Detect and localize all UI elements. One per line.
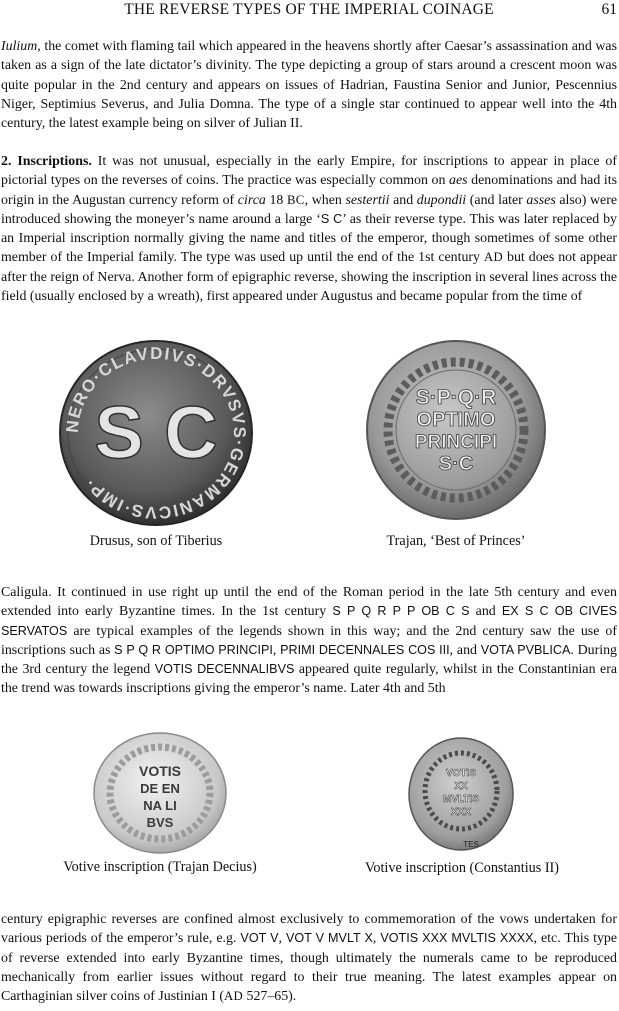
coin-mintmark: TES xyxy=(463,840,479,849)
era-abbrev: BC xyxy=(286,192,305,207)
text-run: appeared quite regularly, whilst in the Constantinian era the trend was towards inscriptions giving the emperor’s name. Later 4th and 5th xyxy=(1,662,618,697)
text-run: Caligula. It continued in use right up until the end of the Roman period in the late 5th century and even extended into early Byzantine times. In the 1st century xyxy=(1,585,617,620)
paragraph-votive xyxy=(1,910,617,1006)
caption-trajan-decius: Votive inscription (Trajan Decius) xyxy=(63,859,257,875)
coin-inscription-line: DE EN xyxy=(140,781,180,796)
coin-legend: EX S C OB CIVES SERVATOS xyxy=(1,604,617,638)
coin-inscription-line: MVLTIS xyxy=(443,794,479,805)
text-run: 527–65). xyxy=(243,989,297,1005)
coin-legend: S C xyxy=(320,211,343,226)
italic-term: sestertii xyxy=(345,192,390,208)
text-run: also) were introduced showing the moneyer’s name around a large ‘ xyxy=(1,192,617,227)
coin-legend: VOTA PVBLICA xyxy=(480,642,571,657)
coin-legend: VOT V MVLT X xyxy=(285,931,373,946)
era-abbrev: AD xyxy=(223,989,244,1004)
text-run: century epigraphic reverses are confined almost exclusively to commemoration of the vows undertaken for various periods of the emperor’s rule, e.g. xyxy=(1,912,617,947)
italic-term: Iulium xyxy=(1,39,38,54)
coin-legend: VOT V xyxy=(240,931,279,946)
caption-constantius: Votive inscription (Constantius II) xyxy=(364,860,559,876)
coin-inscription-line: VOTIS xyxy=(138,763,182,779)
coin-legend: VOTIS DECENNALIBVS xyxy=(154,662,295,677)
coin-inscription-line: XXX xyxy=(450,807,472,818)
text-run: , the comet with flaming tail which appeared in the heavens shortly after Caesar’s assassination and was taken as a sign of the late dictator’s divinity. The type depicting a group of stars around a crescent moon was quite popular in the 2nd century and appears on issues of Hadrian, Faustina Senior and Junior, Pescennius Niger, Septimius Severus, and Julia Domna. The type of a single star continued to appear well into the 4th century, the latest example being on silver of Julian II. xyxy=(1,39,617,132)
text-run: are typical examples of the legends shown in this way; and the 2nd century saw the use of inscriptions such as xyxy=(1,623,617,658)
era-abbrev: AD xyxy=(483,250,504,265)
section-heading: 2. Inscriptions. xyxy=(1,154,92,169)
running-header xyxy=(1,1,617,21)
text-run: and xyxy=(389,192,417,208)
coin-legend-ring: NERO·CLAVDIVS·DRVSVS·GERMANICVS·IMP· xyxy=(62,343,250,523)
coin-legend: PRIMI DECENNALES COS III xyxy=(280,642,450,657)
coin-drusus-image xyxy=(56,338,256,528)
coin-legend: VOTIS XXX MVLTIS XXXX xyxy=(380,931,534,946)
text-run: , xyxy=(372,931,381,947)
running-title: THE REVERSE TYPES OF THE IMPERIAL COINAGE xyxy=(124,1,494,18)
text-run: It was not unusual, especially in the early Empire, for inscriptions to appear in place of pictorial types on the reverses of coins. The practice was especially common on xyxy=(1,154,617,189)
text-run: (and later xyxy=(466,192,527,208)
coin-constantius-image xyxy=(407,736,515,852)
coin-inscription-line: VOTIS xyxy=(445,768,477,779)
text-run: and xyxy=(469,604,502,620)
text-run: , when xyxy=(304,192,346,208)
coin-inscription-line: XX xyxy=(454,781,468,792)
caption-drusus: Drusus, son of Tiberius xyxy=(89,533,223,549)
text-run: , xyxy=(272,642,281,658)
text-run: but does not appear after the reign of Nerva. Another form of epigraphic reverse, showing the inscription in several lines across the field (usually enclosed by a wreath), first appeared under Augustus and became popular from the time of xyxy=(1,250,617,305)
text-run: ’ as their reverse type. This was later replaced by an Imperial inscription normally giving the name and titles of the emperor, though sometimes of some other member of the Imperial family. The type was used up until the end of the 1st century xyxy=(1,211,618,266)
page-number: 61 xyxy=(601,1,617,18)
italic-term: dupondii xyxy=(416,192,467,208)
coin-inscription-line: S·C xyxy=(438,453,474,475)
paragraph-inscriptions xyxy=(1,152,617,306)
coin-trajan-decius-image xyxy=(92,731,228,855)
coin-inscription-line: S·P·Q·R xyxy=(415,386,497,409)
caption-trajan: Trajan, ‘Best of Princes’ xyxy=(386,533,526,549)
text-run: , etc. This type of reverse extended into early Byzantine times, though ultimately the numerals came to be reproduced mechanically from earlier issues without regard to their true meaning. The latest examples appear on Carthaginian silver coins of Justinian I ( xyxy=(1,931,617,1005)
paragraph-legends xyxy=(1,583,617,699)
coin-inscription-line: OPTIMO xyxy=(416,409,496,431)
coin-legend: S P Q R OPTIMO PRINCIPI xyxy=(114,642,273,657)
coin-sc-mark: S C xyxy=(94,391,218,474)
coin-inscription-line: BVS xyxy=(146,815,174,830)
coin-trajan-image xyxy=(365,338,547,522)
italic-term: circa xyxy=(237,192,266,208)
text-run: , and xyxy=(449,642,481,658)
text-run: , xyxy=(278,931,286,947)
italic-term: aes xyxy=(449,173,468,189)
text-run: denominations and had its origin in the Augustan currency reform of xyxy=(1,173,617,208)
paragraph-comet-stars xyxy=(1,37,617,133)
text-run: . During the 3rd century the legend xyxy=(1,642,617,678)
coin-legend: S P Q R P P OB C S xyxy=(332,604,470,619)
coin-inscription-line: PRINCIPI xyxy=(414,432,498,453)
coin-inscription-line: NA LI xyxy=(143,798,177,813)
text-run: 18 xyxy=(265,192,287,208)
italic-term: asses xyxy=(526,192,556,208)
